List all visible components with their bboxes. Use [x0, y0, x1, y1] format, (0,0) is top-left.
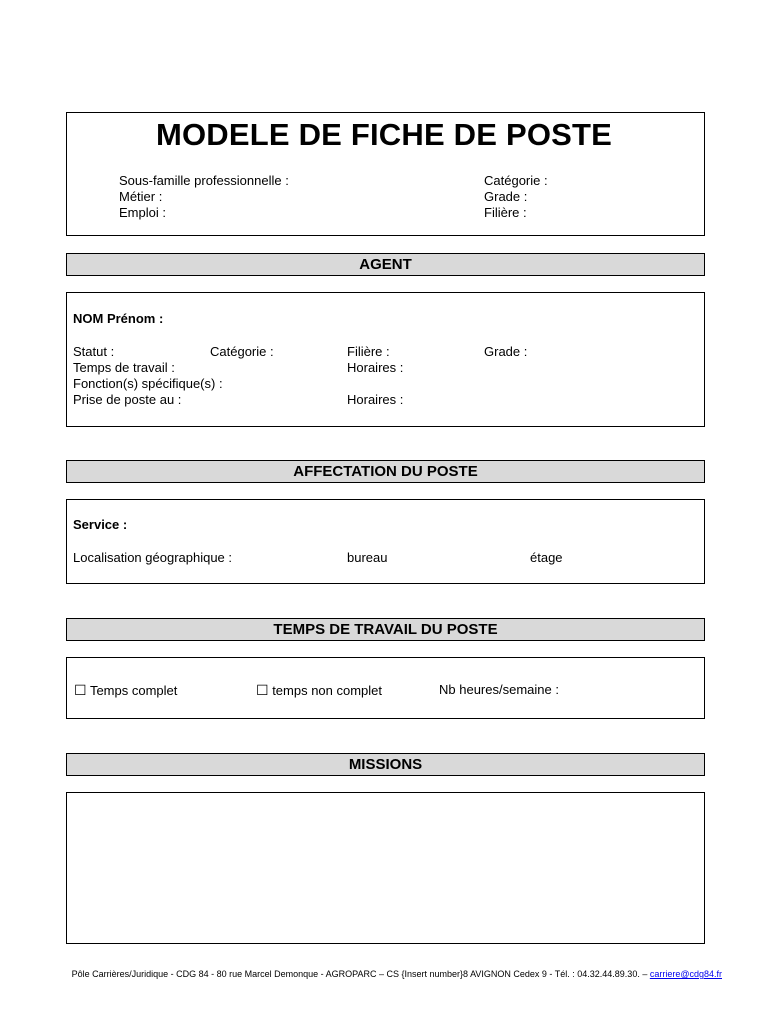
temps-complet-option[interactable]: [74, 682, 177, 699]
agent-heading: AGENT: [66, 253, 705, 276]
statut-label: Statut :: [73, 344, 115, 359]
temps-complet-checkbox-icon[interactable]: ☐: [74, 682, 87, 698]
agent-filiere-label: Filière :: [347, 344, 390, 359]
temps-non-complet-checkbox-icon[interactable]: ☐: [256, 682, 269, 698]
agent-grade-label: Grade :: [484, 344, 528, 359]
agent-categorie-label: Catégorie :: [210, 344, 274, 359]
temps-travail-label: Temps de travail :: [73, 360, 175, 375]
affectation-box: [66, 499, 705, 584]
footer-address: Pôle Carrières/Juridique - CDG 84 - 80 rue Marcel Demonque - AGROPARC – CS {Insert number}8 AVIGNON Cedex 9 - Tél. : 04.32.44.89.30. –: [71, 969, 650, 979]
header-categorie-label: Catégorie :: [484, 173, 548, 188]
temps-non-complet-option[interactable]: [256, 682, 382, 699]
page-title: MODELE DE FICHE DE POSTE: [155, 117, 613, 152]
footer: [30, 968, 722, 980]
metier-label: Métier :: [119, 189, 163, 204]
temps-travail-heading: TEMPS DE TRAVAIL DU POSTE: [66, 618, 705, 641]
missions-box[interactable]: [66, 792, 705, 944]
emploi-label: Emploi :: [119, 205, 166, 220]
bureau-label: bureau: [347, 550, 388, 565]
temps-complet-label: Temps complet: [89, 683, 178, 698]
sous-famille-label: Sous-famille professionnelle :: [119, 173, 289, 188]
horaires-label-2: Horaires :: [347, 392, 404, 407]
service-label: Service :: [73, 517, 128, 532]
fonctions-label: Fonction(s) spécifique(s) :: [73, 376, 223, 391]
missions-heading: MISSIONS: [66, 753, 705, 776]
affectation-heading: AFFECTATION DU POSTE: [66, 460, 705, 483]
nom-prenom-label: NOM Prénom :: [73, 311, 164, 326]
footer-email-link[interactable]: carriere@cdg84.fr: [649, 969, 722, 979]
prise-poste-label: Prise de poste au :: [73, 392, 182, 407]
nb-heures-label: Nb heures/semaine :: [439, 682, 559, 697]
horaires-label-1: Horaires :: [347, 360, 404, 375]
header-filiere-label: Filière :: [484, 205, 527, 220]
temps-non-complet-label: temps non complet: [272, 683, 383, 698]
etage-label: étage: [530, 550, 563, 565]
header-grade-label: Grade :: [484, 189, 528, 204]
localisation-label: Localisation géographique :: [73, 550, 233, 565]
